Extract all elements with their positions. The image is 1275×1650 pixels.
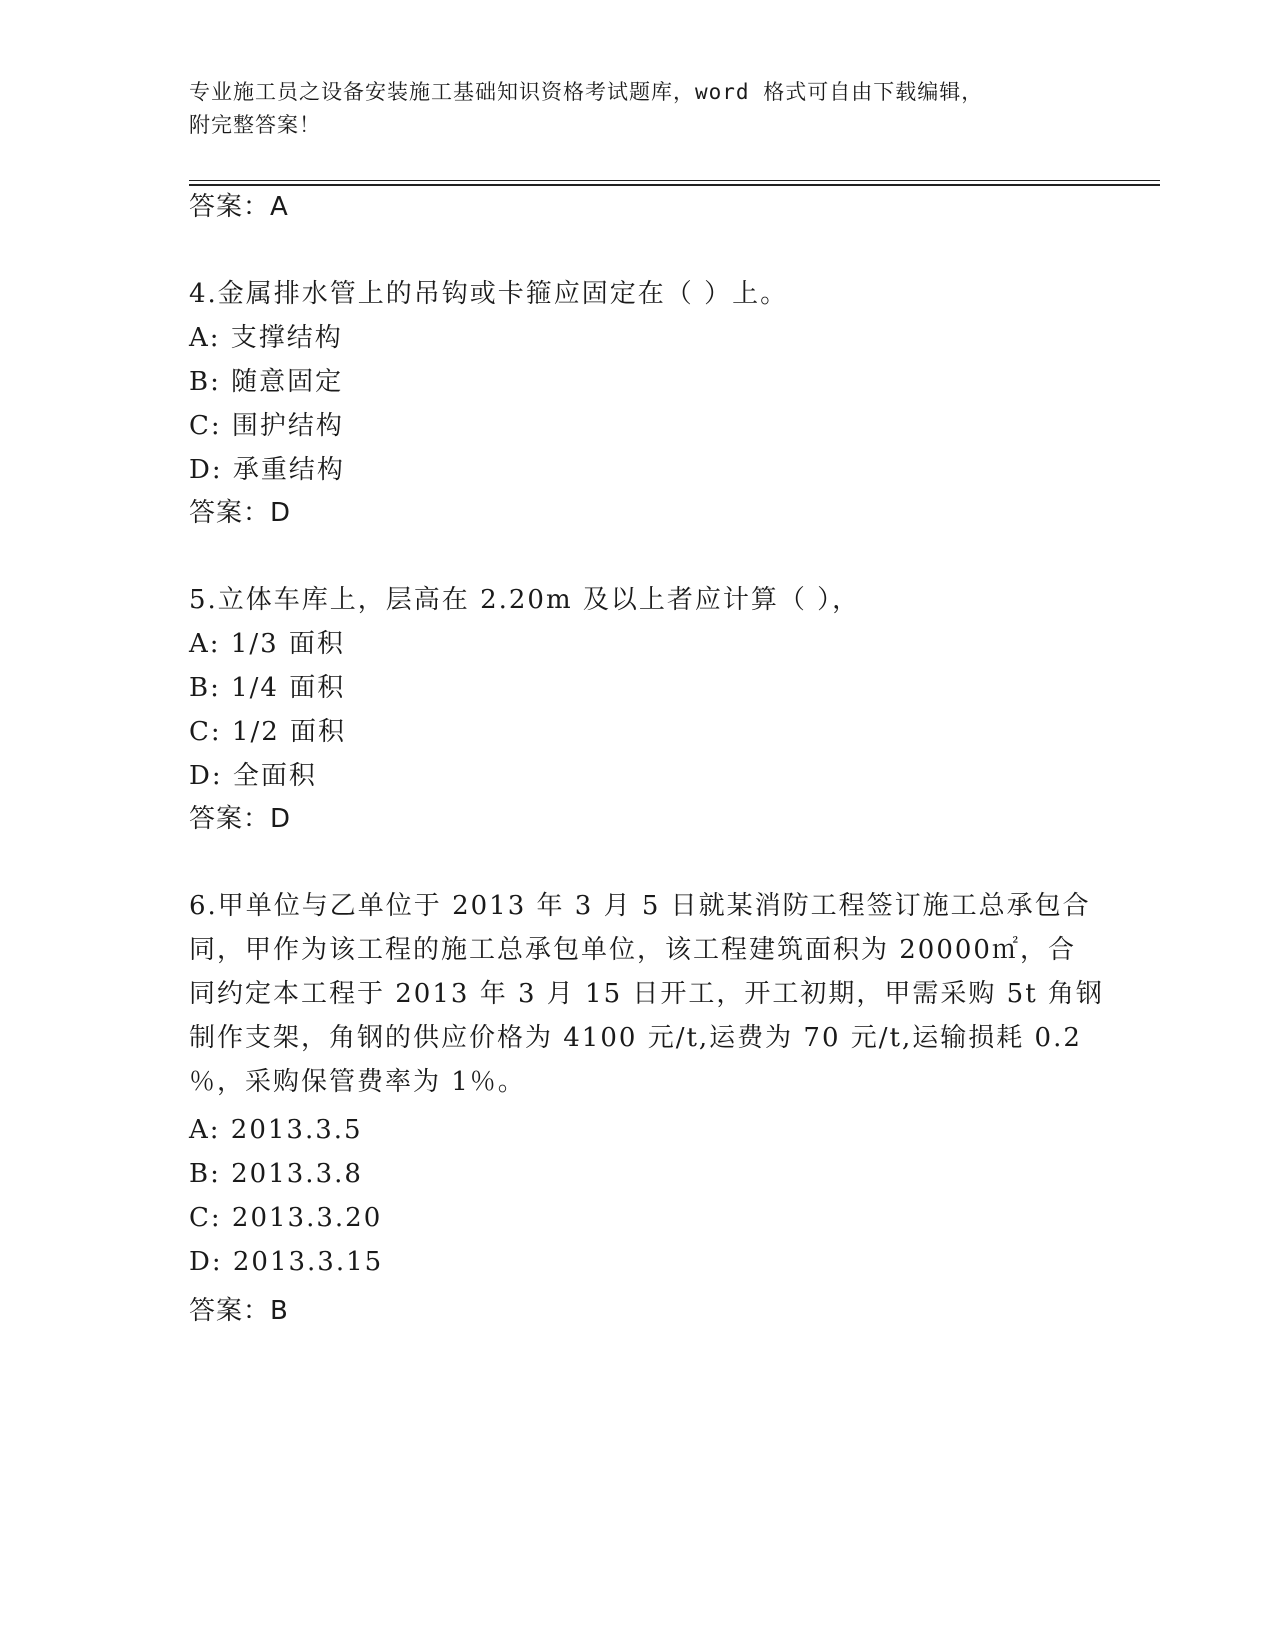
header-divider-thin [189,180,1160,181]
question-5-stem: 5.立体车库上，层高在 2.20m 及以上者应计算（ ）， [189,585,861,615]
question-4-option-c: C: 围护结构 [189,411,344,441]
question-6-option-c: C: 2013.3.20 [189,1203,383,1233]
question-6-stem-line-2: 同，甲作为该工程的施工总承包单位，该工程建筑面积为 20000㎡，合 [189,935,1076,965]
question-6-answer: 答案：B [189,1296,289,1326]
question-6-option-b: B: 2013.3.8 [189,1159,363,1189]
question-6-option-d: D: 2013.3.15 [189,1247,384,1277]
question-4-stem: 4.金属排水管上的吊钩或卡箍应固定在（ ）上。 [189,279,789,309]
question-5-option-a: A: 1/3 面积 [189,629,345,659]
header-divider-thick [189,184,1160,186]
question-4-option-d: D: 承重结构 [189,455,345,485]
question-5-option-d: D: 全面积 [189,761,317,791]
question-5-option-c: C: 1/2 面积 [189,717,347,747]
question-6-option-a: A: 2013.3.5 [189,1115,363,1145]
question-5-option-b: B: 1/4 面积 [189,673,346,703]
previous-answer: 答案：A [189,192,289,222]
question-4-option-a: A: 支撑结构 [189,323,343,353]
header-title-line-2: 附完整答案！ [189,113,321,137]
document-header [189,76,1089,142]
question-6-stem-line-3: 同约定本工程于 2013 年 3 月 15 日开工，开工初期，甲需采购 5t 角钢 [189,979,1104,1009]
header-title-line-1: 专业施工员之设备安装施工基础知识资格考试题库，word 格式可自由下载编辑， [189,80,984,104]
question-6-stem-line-4: 制作支架，角钢的供应价格为 4100 元/t,运费为 70 元/t,运输损耗 0.2 [189,1023,1082,1053]
question-6-stem-line-5: ％，采购保管费率为 1％。 [189,1067,526,1097]
question-5-answer: 答案：D [189,804,292,834]
question-4-answer: 答案：D [189,498,292,528]
question-4-option-b: B: 随意固定 [189,367,344,397]
question-6-stem-line-1: 6.甲单位与乙单位于 2013 年 3 月 5 日就某消防工程签订施工总承包合 [189,891,1091,921]
